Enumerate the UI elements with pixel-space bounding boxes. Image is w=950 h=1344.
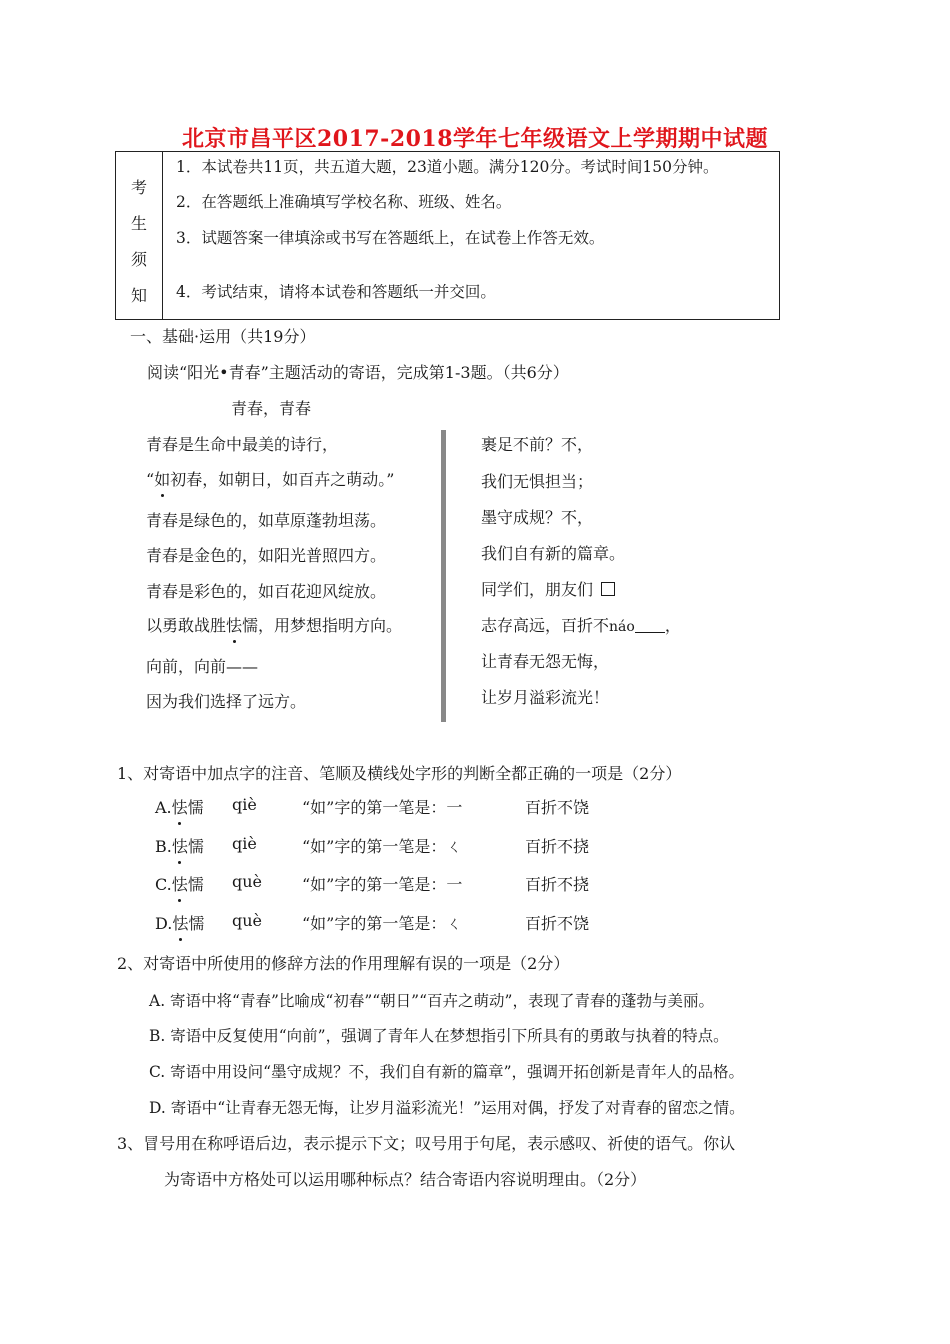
- q2-option-d: D. 寄语中“让青春无怨无悔，让岁月溢彩流光！”运用对偶，抒发了对青春的留恋之情。: [149, 1099, 745, 1117]
- exam-notice-box: [115, 151, 780, 320]
- q1-pinyin: què: [232, 911, 263, 930]
- poem-line: 同学们，朋友们: [481, 577, 615, 600]
- poem-line: 向前，向前——: [146, 657, 259, 676]
- poem-line: 我们自有新的篇章。: [481, 544, 626, 563]
- q2-option-b: B. 寄语中反复使用“向前”，强调了青年人在梦想指引下所具有的勇敢与执着的特点。: [149, 1027, 729, 1045]
- poem-line: 志存高远，百折不náo ，: [481, 616, 681, 635]
- question-stem-cont: 为寄语中方格处可以运用哪种标点？结合寄语内容说明理由。（2分）: [164, 1170, 647, 1189]
- poem-title: 青春，青春: [231, 399, 312, 418]
- q1-stroke: “如”字的第一笔是：一: [302, 798, 463, 817]
- q1-stroke: “如”字的第一笔是：ㄑ: [302, 914, 463, 933]
- q2-option-c: C. 寄语中用设问“墨守成规？不，我们自有新的篇章”，强调开拓创新是青年人的品格。: [149, 1063, 745, 1081]
- question-stem: 3、冒号用在称呼语后边，表示提示下文；叹号用于句尾，表示感叹、祈使的语气。你认: [117, 1134, 736, 1153]
- poem-line: 青春是生命中最美的诗行，: [146, 435, 339, 454]
- poem-divider-bar: [441, 430, 446, 722]
- question-stem: 1、对寄语中加点字的注音、笔顺及横线处字形的判断全都正确的一项是（2分）: [117, 764, 682, 783]
- q1-pinyin: qiè: [232, 834, 257, 853]
- q1-option-c: C.怯懦: [155, 872, 204, 895]
- q1-word: 百折不挠: [525, 837, 590, 856]
- notice-heading: [116, 170, 162, 314]
- dotted-char: 怯: [172, 834, 188, 857]
- poem-line: 因为我们选择了远方。: [146, 692, 307, 711]
- poem-line: 裹足不前？不，: [481, 435, 594, 454]
- dotted-char: 怯: [172, 872, 188, 895]
- q1-pinyin: qiè: [232, 795, 257, 814]
- q1-option-d: D.怯懦: [155, 911, 204, 934]
- poem-line: 我们无惧担当；: [481, 472, 594, 491]
- notice-item: 1．本试卷共11页，共五道大题，23道小题。满分120分。考试时间150分钟。: [176, 158, 719, 176]
- q1-word: 百折不饶: [525, 798, 590, 817]
- notice-heading-char: 知: [130, 286, 147, 305]
- q1-stroke: “如”字的第一笔是：一: [302, 875, 463, 894]
- dotted-char: 如: [154, 467, 170, 490]
- notice-item: 4．考试结束，请将本试卷和答题纸一并交回。: [176, 283, 496, 301]
- q1-word: 百折不饶: [525, 914, 590, 933]
- poem-line: 青春是金色的，如阳光普照四方。: [146, 546, 387, 565]
- dotted-char: 怯: [172, 795, 188, 818]
- poem-line: 以勇敢战胜怯懦，用梦想指明方向。: [146, 613, 402, 636]
- section-intro: 阅读“阳光•青春”主题活动的寄语，完成第1-3题。（共6分）: [147, 363, 569, 382]
- notice-item: 3．试题答案一律填涂或书写在答题纸上，在试卷上作答无效。: [176, 229, 605, 247]
- poem-line: 让青春无怨无悔，: [481, 652, 610, 671]
- dotted-char: 怯: [172, 911, 188, 934]
- blank-square-box: [601, 582, 615, 596]
- poem-line: 墨守成规？不，: [481, 508, 594, 527]
- q1-option-a: A.怯懦: [155, 795, 204, 818]
- poem-line: “如初春，如朝日，如百卉之萌动。”: [146, 467, 394, 490]
- notice-heading-char: 考: [130, 178, 147, 197]
- q1-option-b: B.怯懦: [155, 834, 204, 857]
- q2-option-a: A. 寄语中将“青春”比喻成“初春”“朝日”“百卉之萌动”，表现了青春的蓬勃与美丽。: [149, 992, 714, 1010]
- poem-line: 青春是绿色的，如草原蓬勃坦荡。: [146, 511, 387, 530]
- q1-stroke: “如”字的第一笔是：ㄑ: [302, 837, 463, 856]
- question-stem: 2、对寄语中所使用的修辞方法的作用理解有误的一项是（2分）: [117, 954, 570, 973]
- section-heading: 一、基础·运用（共19分）: [130, 327, 316, 346]
- q1-word: 百折不挠: [525, 875, 590, 894]
- q1-pinyin: què: [232, 872, 263, 891]
- notice-heading-char: 生: [130, 214, 147, 233]
- fill-blank-line: [635, 618, 665, 633]
- poem-line: 青春是彩色的，如百花迎风绽放。: [146, 582, 387, 601]
- notice-divider: [162, 152, 163, 319]
- notice-heading-char: 须: [130, 250, 147, 269]
- dotted-char: 怯: [226, 613, 242, 636]
- poem-line: 让岁月溢彩流光！: [481, 688, 610, 707]
- notice-item: 2．在答题纸上准确填写学校名称、班级、姓名。: [176, 193, 512, 211]
- page-title: 北京市昌平区2017-2018学年七年级语文上学期期中试题: [181, 126, 769, 152]
